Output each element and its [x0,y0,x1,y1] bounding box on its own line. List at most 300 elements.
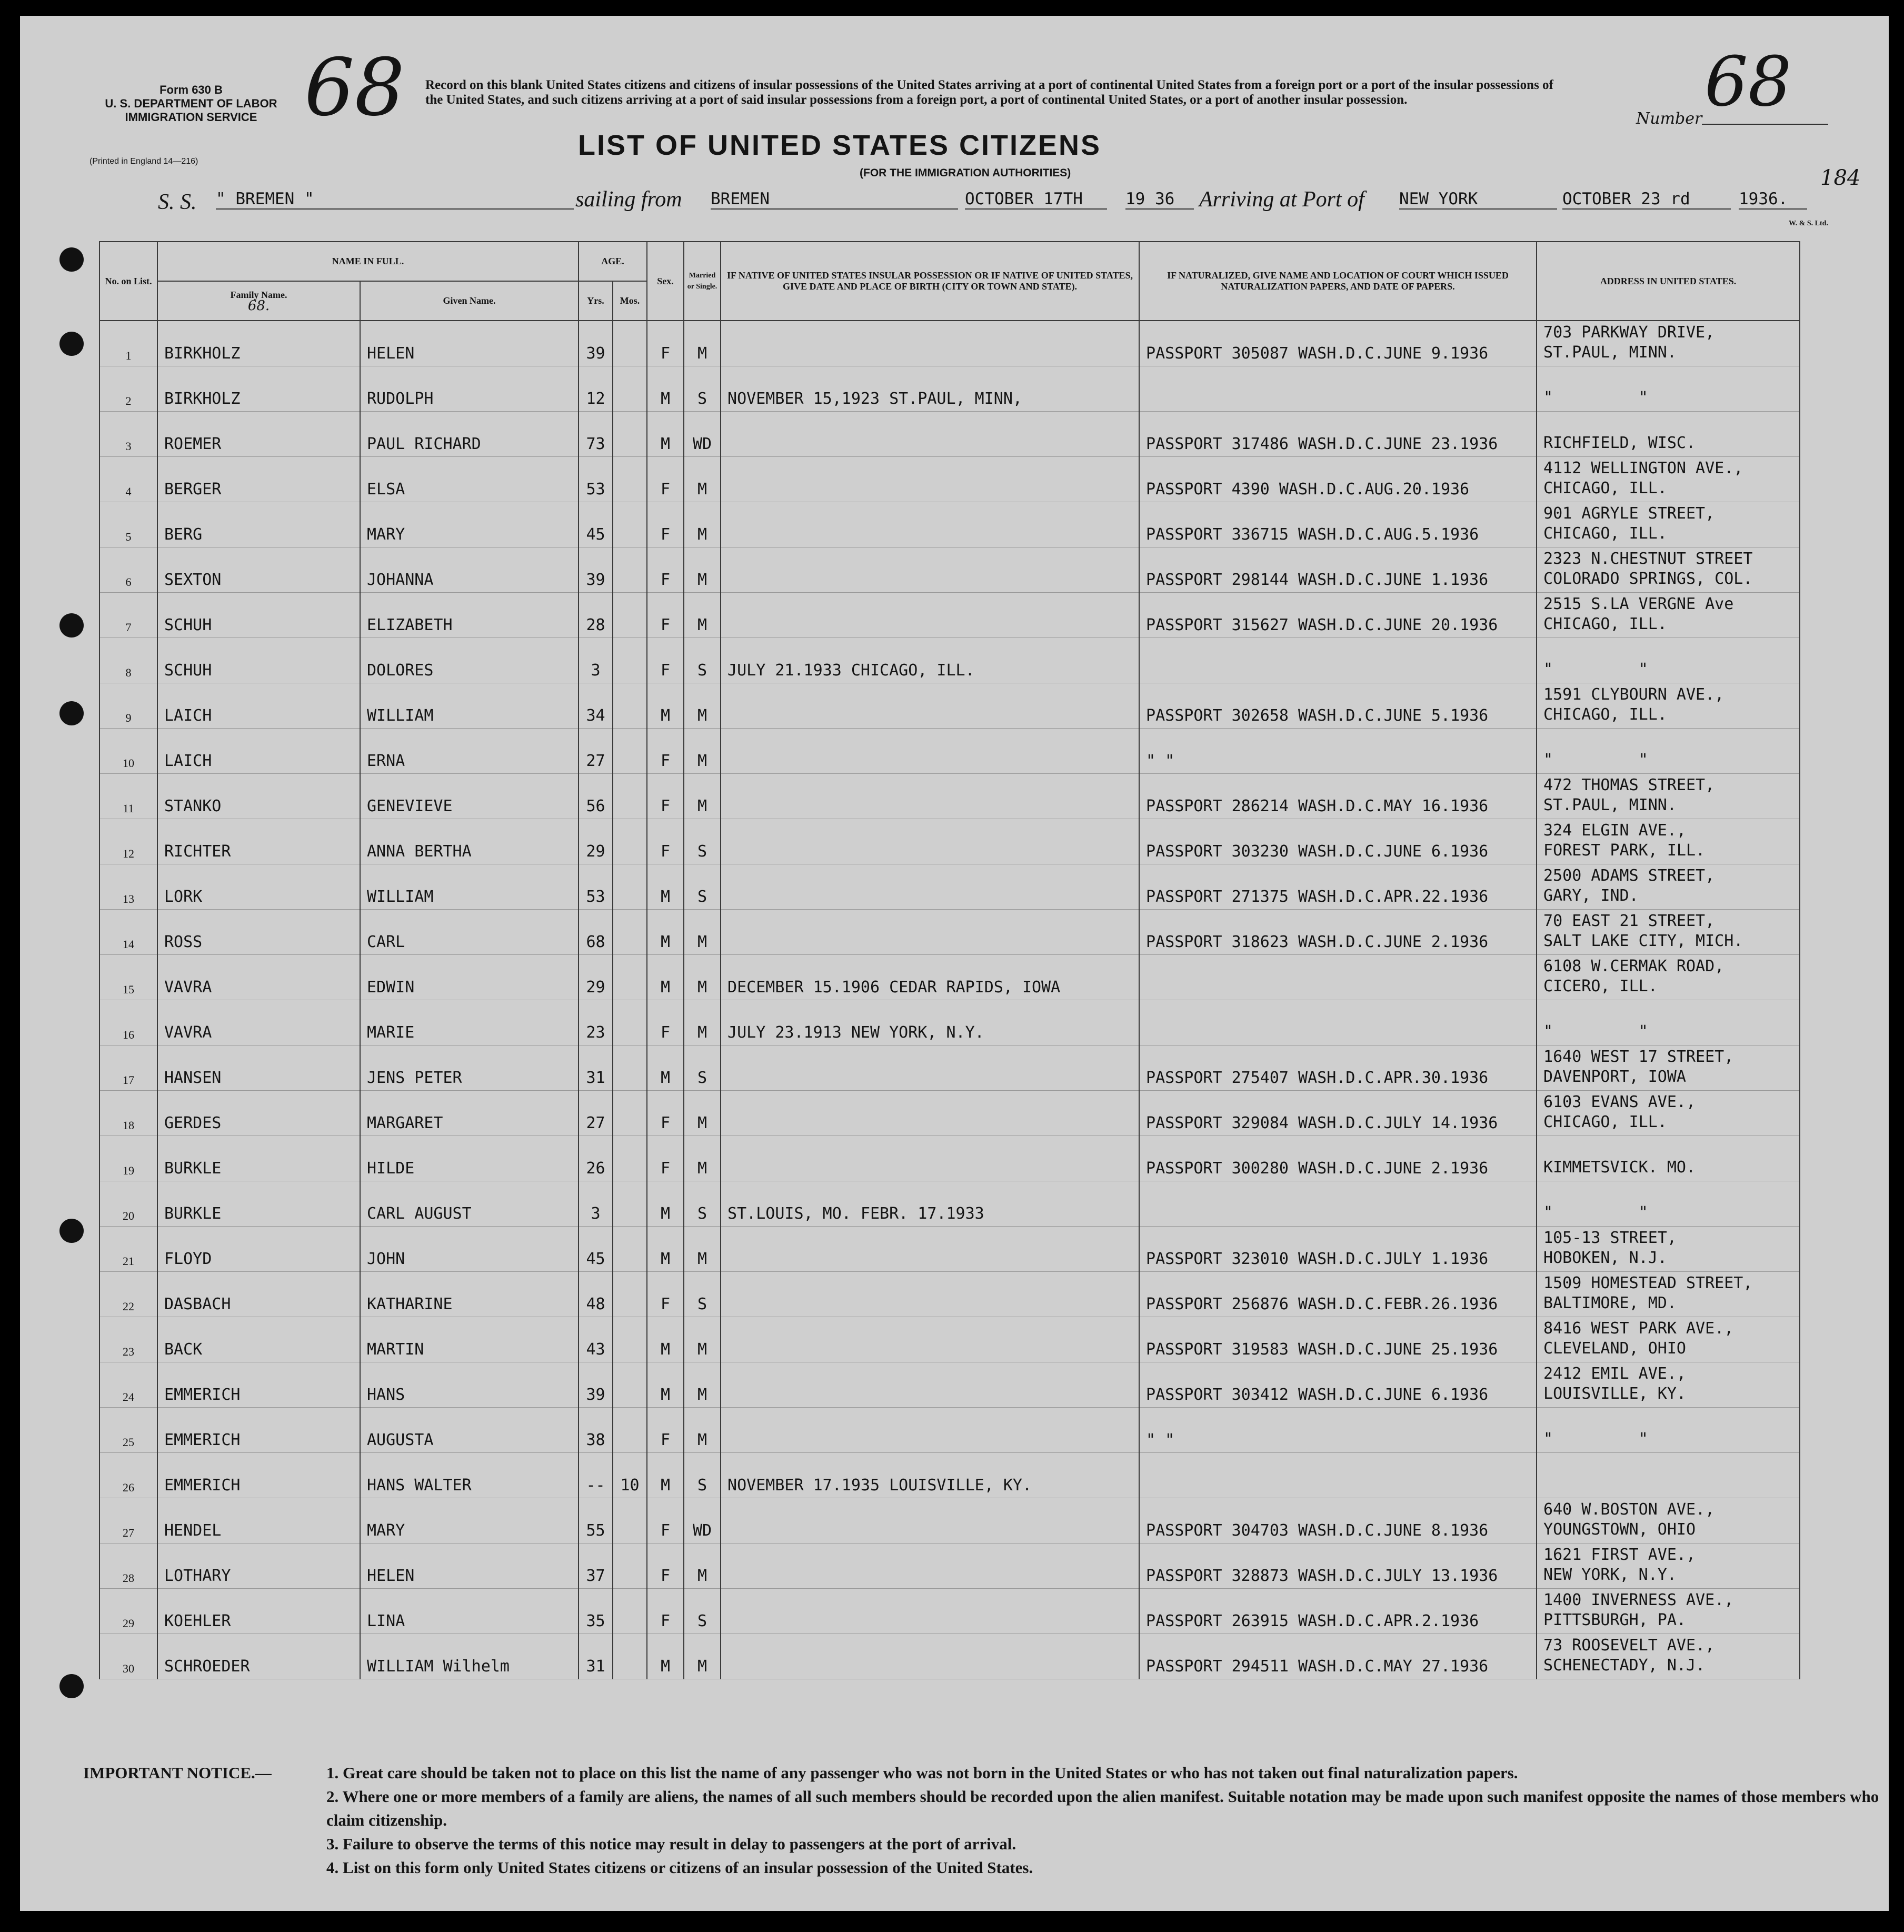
age-years: 55 [579,1498,613,1543]
col-mos: Mos. [613,281,647,321]
sex: F [647,1000,684,1045]
age-months [613,774,647,819]
age-months [613,1317,647,1362]
sex: M [647,955,684,1000]
birth-info: NOVEMBER 15,1923 ST.PAUL, MINN, [721,366,1139,412]
given-name: MARGARET [360,1091,579,1136]
birth-info [721,683,1139,729]
given-name: HANS [360,1362,579,1408]
row-number: 7 [99,593,157,638]
table-row [99,547,1800,593]
birth-info [721,1045,1139,1091]
marital-status: M [684,593,721,638]
row-number: 10 [99,729,157,774]
punch-hole [59,332,84,356]
notice-item-4: 4. List on this form only United States citizens or citizens of an insular possession of the United States. [326,1858,1033,1877]
marital-status: S [684,366,721,412]
number-label: Number [1636,109,1702,128]
birth-info [721,1589,1139,1634]
age-months [613,910,647,955]
age-years: 31 [579,1045,613,1091]
row-number: 26 [99,1453,157,1498]
birth-info: JULY 23.1913 NEW YORK, N.Y. [721,1000,1139,1045]
row-number: 11 [99,774,157,819]
birth-info [721,1408,1139,1453]
family-name: EMMERICH [157,1362,360,1408]
table-row [99,638,1800,683]
us-address: RICHFIELD, WISC. [1537,412,1800,457]
given-name: ELIZABETH [360,593,579,638]
given-name: JENS PETER [360,1045,579,1091]
department-label: U. S. DEPARTMENT OF LABOR [105,97,277,110]
us-address: 73 ROOSEVELT AVE., SCHENECTADY, N.J. [1537,1634,1800,1679]
age-years: 53 [579,864,613,910]
form-identifier [96,83,286,124]
row-number: 14 [99,910,157,955]
birth-info [721,864,1139,910]
birth-info [721,1272,1139,1317]
given-name: WILLIAM [360,864,579,910]
naturalization-info: PASSPORT 317486 WASH.D.C.JUNE 23.1936 [1139,412,1537,457]
manifest-sheet [20,16,1889,1911]
col-name-in-full: NAME IN FULL. [157,242,579,281]
sailing-label: sailing from [575,187,682,212]
birth-info [721,1634,1139,1679]
sex: M [647,1634,684,1679]
form-number: Form 630 B [160,83,223,96]
marital-status: S [684,1589,721,1634]
age-months: 10 [613,1453,647,1498]
naturalization-info: PASSPORT 303412 WASH.D.C.JUNE 6.1936 [1139,1362,1537,1408]
age-years: 45 [579,1227,613,1272]
naturalization-info: PASSPORT 300280 WASH.D.C.JUNE 2.1936 [1139,1136,1537,1181]
family-name: FLOYD [157,1227,360,1272]
us-address: 1591 CLYBOURN AVE., CHICAGO, ILL. [1537,683,1800,729]
us-address: 105-13 STREET, HOBOKEN, N.J. [1537,1227,1800,1272]
sex: F [647,321,684,366]
us-address: 2412 EMIL AVE., LOUISVILLE, KY. [1537,1362,1800,1408]
col-sex: Sex. [647,242,684,321]
given-name: GENEVIEVE [360,774,579,819]
table-row [99,910,1800,955]
marital-status: S [684,819,721,864]
punch-hole [59,247,84,272]
age-years: 43 [579,1317,613,1362]
given-name: MARY [360,502,579,547]
given-name: ERNA [360,729,579,774]
table-row [99,1227,1800,1272]
sex: M [647,1317,684,1362]
row-number: 4 [99,457,157,502]
table-row [99,864,1800,910]
age-months [613,638,647,683]
age-months [613,1543,647,1589]
family-name: GERDES [157,1091,360,1136]
naturalization-info: PASSPORT 275407 WASH.D.C.APR.30.1936 [1139,1045,1537,1091]
sex: F [647,774,684,819]
naturalization-info: PASSPORT 323010 WASH.D.C.JULY 1.1936 [1139,1227,1537,1272]
us-address: 1640 WEST 17 STREET, DAVENPORT, IOWA [1537,1045,1800,1091]
age-years: 29 [579,955,613,1000]
table-row [99,774,1800,819]
age-years: 37 [579,1543,613,1589]
table-row [99,1634,1800,1679]
age-years: 27 [579,1091,613,1136]
col-yrs: Yrs. [579,281,613,321]
age-months [613,1136,647,1181]
us-address: 703 PARKWAY DRIVE, ST.PAUL, MINN. [1537,321,1800,366]
age-months [613,729,647,774]
naturalization-info [1139,638,1537,683]
row-number: 21 [99,1227,157,1272]
row-number: 27 [99,1498,157,1543]
marital-status: M [684,910,721,955]
table-row [99,1543,1800,1589]
service-label: IMMIGRATION SERVICE [125,111,257,124]
age-months [613,1045,647,1091]
age-years: 53 [579,457,613,502]
family-name: BIRKHOLZ [157,366,360,412]
family-name-label: Family Name. [230,289,287,300]
row-number: 6 [99,547,157,593]
sex: F [647,1498,684,1543]
naturalization-info: PASSPORT 302658 WASH.D.C.JUNE 5.1936 [1139,683,1537,729]
given-name: MARIE [360,1000,579,1045]
us-address: 2500 ADAMS STREET, GARY, IND. [1537,864,1800,910]
birth-info [721,1498,1139,1543]
birth-info [721,819,1139,864]
age-years: 3 [579,1181,613,1227]
marital-status: M [684,955,721,1000]
birth-info [721,1543,1139,1589]
given-name: HELEN [360,321,579,366]
us-address: 1621 FIRST AVE., NEW YORK, N.Y. [1537,1543,1800,1589]
date-from: OCTOBER 17TH [965,190,1107,210]
document-title: LIST OF UNITED STATES CITIZENS [578,130,1101,161]
notice-heading: IMPORTANT NOTICE.— [83,1764,272,1782]
table-row [99,819,1800,864]
birth-info [721,1362,1139,1408]
age-months [613,1000,647,1045]
row-number: 2 [99,366,157,412]
sex: F [647,593,684,638]
family-name: RICHTER [157,819,360,864]
given-name: CARL AUGUST [360,1181,579,1227]
sex: F [647,547,684,593]
record-instructions: Record on this blank United States citizens and citizens of insular possessions of the United States arriving at a port of continental United States from a foreign port or a port of the insular possessions of the United States, and such citizens arriving at a port of said insular possessions from a foreign port, a port of continental United States, or a port of another insular possession. [425,78,1553,107]
age-years: -- [579,1453,613,1498]
sex: F [647,1272,684,1317]
sex: F [647,1408,684,1453]
us-address: KIMMETSVICK. MO. [1537,1136,1800,1181]
age-years: 48 [579,1272,613,1317]
naturalization-info: PASSPORT 318623 WASH.D.C.JUNE 2.1936 [1139,910,1537,955]
age-years: 29 [579,819,613,864]
table-row [99,1181,1800,1227]
sex: F [647,1543,684,1589]
age-months [613,683,647,729]
row-number: 1 [99,321,157,366]
family-name: BIRKHOLZ [157,321,360,366]
row-number: 24 [99,1362,157,1408]
family-name: LOTHARY [157,1543,360,1589]
age-years: 39 [579,547,613,593]
sex: M [647,1362,684,1408]
us-address: " " [1537,1181,1800,1227]
table-row [99,1589,1800,1634]
naturalization-info: PASSPORT 298144 WASH.D.C.JUNE 1.1936 [1139,547,1537,593]
age-months [613,1498,647,1543]
naturalization-info: PASSPORT 336715 WASH.D.C.AUG.5.1936 [1139,502,1537,547]
family-name: HANSEN [157,1045,360,1091]
col-age: AGE. [579,242,647,281]
sex: F [647,729,684,774]
age-months [613,321,647,366]
us-address: 901 AGRYLE STREET, CHICAGO, ILL. [1537,502,1800,547]
marital-status: M [684,457,721,502]
marital-status: M [684,1408,721,1453]
sex: F [647,819,684,864]
row-number: 12 [99,819,157,864]
birth-info: ST.LOUIS, MO. FEBR. 17.1933 [721,1181,1139,1227]
naturalization-info: PASSPORT 271375 WASH.D.C.APR.22.1936 [1139,864,1537,910]
arriving-label: Arriving at Port of [1199,187,1364,212]
document-subtitle: (FOR THE IMMIGRATION AUTHORITIES) [860,167,1071,179]
family-name: SCHUH [157,638,360,683]
given-name: MARY [360,1498,579,1543]
row-number: 18 [99,1091,157,1136]
us-address: 1400 INVERNESS AVE., PITTSBURGH, PA. [1537,1589,1800,1634]
sex: M [647,1181,684,1227]
age-years: 3 [579,638,613,683]
marital-status: S [684,1272,721,1317]
birth-info [721,729,1139,774]
family-name: DASBACH [157,1272,360,1317]
age-years: 23 [579,1000,613,1045]
age-years: 27 [579,729,613,774]
given-name: DOLORES [360,638,579,683]
us-address: 2323 N.CHESTNUT STREET COLORADO SPRINGS, COL. [1537,547,1800,593]
table-row [99,457,1800,502]
sex: F [647,457,684,502]
age-years: 35 [579,1589,613,1634]
marital-status: M [684,547,721,593]
table-row [99,1045,1800,1091]
naturalization-info: PASSPORT 305087 WASH.D.C.JUNE 9.1936 [1139,321,1537,366]
given-name: HELEN [360,1543,579,1589]
age-years: 26 [579,1136,613,1181]
family-name: STANKO [157,774,360,819]
year-from: 19 36 [1125,190,1194,210]
sex: M [647,1453,684,1498]
family-name: BURKLE [157,1181,360,1227]
ss-label: S. S. [158,190,197,214]
marital-status: S [684,1181,721,1227]
notice-items [326,1761,1879,1879]
notice-item-1: 1. Great care should be taken not to place on this list the name of any passenger who was not born in the United States or who has not taken out final naturalization papers. [326,1764,1518,1782]
marital-status: S [684,1045,721,1091]
naturalization-info: PASSPORT 4390 WASH.D.C.AUG.20.1936 [1139,457,1537,502]
punch-hole [59,1674,84,1698]
birth-info [721,1091,1139,1136]
table-row [99,412,1800,457]
naturalization-info: PASSPORT 263915 WASH.D.C.APR.2.1936 [1139,1589,1537,1634]
sex: F [647,1091,684,1136]
family-name: VAVRA [157,955,360,1000]
given-name: RUDOLPH [360,366,579,412]
marital-status: M [684,729,721,774]
port-from: BREMEN [711,190,958,210]
row-number: 5 [99,502,157,547]
age-months [613,1272,647,1317]
naturalization-info: PASSPORT 256876 WASH.D.C.FEBR.26.1936 [1139,1272,1537,1317]
date-to: OCTOBER 23 rd [1562,190,1731,210]
number-value: 68 [1704,42,1792,122]
sex: M [647,910,684,955]
us-address: 8416 WEST PARK AVE., CLEVELAND, OHIO [1537,1317,1800,1362]
age-months [613,457,647,502]
naturalization-info: PASSPORT 303230 WASH.D.C.JUNE 6.1936 [1139,819,1537,864]
col-given-name: Given Name. [360,281,579,321]
us-address: " " [1537,638,1800,683]
age-years: 56 [579,774,613,819]
us-address [1537,1453,1800,1498]
family-name: ROEMER [157,412,360,457]
age-months [613,1227,647,1272]
row-number: 3 [99,412,157,457]
given-name: HANS WALTER [360,1453,579,1498]
row-number: 13 [99,864,157,910]
birth-info [721,547,1139,593]
naturalization-info: " " [1139,1408,1537,1453]
col-birth: IF NATIVE OF UNITED STATES INSULAR POSSESSION OR IF NATIVE OF UNITED STATES, GIVE DATE AND PLACE OF BIRTH (CITY OR TOWN AND STATE). [721,242,1139,321]
birth-info [721,910,1139,955]
year-to: 1936. [1739,190,1807,210]
age-months [613,412,647,457]
punch-hole [59,1219,84,1243]
family-name: EMMERICH [157,1408,360,1453]
passenger-table [99,241,1800,1679]
sex: M [647,1045,684,1091]
table-row [99,729,1800,774]
naturalization-info: PASSPORT 304703 WASH.D.C.JUNE 8.1936 [1139,1498,1537,1543]
given-name: JOHN [360,1227,579,1272]
age-months [613,1362,647,1408]
age-months [613,955,647,1000]
row-number: 17 [99,1045,157,1091]
age-years: 39 [579,321,613,366]
given-name: LINA [360,1589,579,1634]
marital-status: S [684,638,721,683]
marital-status: S [684,1453,721,1498]
us-address: 2515 S.LA VERGNE Ave CHICAGO, ILL. [1537,593,1800,638]
family-name: BURKLE [157,1136,360,1181]
birth-info: JULY 21.1933 CHICAGO, ILL. [721,638,1139,683]
age-years: 12 [579,366,613,412]
us-address: " " [1537,366,1800,412]
given-name: AUGUSTA [360,1408,579,1453]
sex: M [647,864,684,910]
col-married: Married or Single. [684,242,721,321]
marital-status: M [684,1091,721,1136]
table-row [99,1453,1800,1498]
given-name: JOHANNA [360,547,579,593]
naturalization-info: PASSPORT 329084 WASH.D.C.JULY 14.1936 [1139,1091,1537,1136]
printer-mark: W. & S. Ltd. [1789,220,1828,227]
row-number: 9 [99,683,157,729]
table-row [99,1272,1800,1317]
age-months [613,366,647,412]
naturalization-info [1139,1000,1537,1045]
sex: M [647,412,684,457]
age-years: 39 [579,1362,613,1408]
marital-status: M [684,1317,721,1362]
age-months [613,502,647,547]
sex: F [647,502,684,547]
row-number: 16 [99,1000,157,1045]
col-naturalization: IF NATURALIZED, GIVE NAME AND LOCATION OF COURT WHICH ISSUED NATURALIZATION PAPERS, AND DATE OF PAPERS. [1139,242,1537,321]
family-name: SEXTON [157,547,360,593]
row-number: 19 [99,1136,157,1181]
age-years: 34 [579,683,613,729]
table-row [99,1408,1800,1453]
row-number: 22 [99,1272,157,1317]
row-number: 25 [99,1408,157,1453]
marital-status: M [684,321,721,366]
row-number: 23 [99,1317,157,1362]
birth-info [721,774,1139,819]
page-number: 184 [1820,166,1861,190]
naturalization-info [1139,366,1537,412]
marital-status: S [684,864,721,910]
table-row [99,1136,1800,1181]
passenger-rows [99,321,1800,1679]
us-address: " " [1537,1408,1800,1453]
birth-info [721,1227,1139,1272]
naturalization-info: PASSPORT 294511 WASH.D.C.MAY 27.1936 [1139,1634,1537,1679]
us-address: " " [1537,729,1800,774]
family-name: KOEHLER [157,1589,360,1634]
table-row [99,1317,1800,1362]
us-address: 6103 EVANS AVE., CHICAGO, ILL. [1537,1091,1800,1136]
marital-status: M [684,1634,721,1679]
notice-item-2: 2. Where one or more members of a family are aliens, the names of all such members should be recorded upon the alien manifest. Suitable notation may be made upon such manifest opposite the names of those members who claim citizenship. [326,1787,1879,1829]
family-name-note: 68. [247,297,270,314]
naturalization-info [1139,1181,1537,1227]
notice-item-3: 3. Failure to observe the terms of this notice may result in delay to passengers at the port of arrival. [326,1835,1016,1853]
row-number: 8 [99,638,157,683]
us-address: 472 THOMAS STREET, ST.PAUL, MINN. [1537,774,1800,819]
age-years: 38 [579,1408,613,1453]
row-number: 29 [99,1589,157,1634]
col-no: No. on List. [99,242,157,321]
family-name: BACK [157,1317,360,1362]
row-number: 15 [99,955,157,1000]
marital-status: M [684,1362,721,1408]
birth-info: NOVEMBER 17.1935 LOUISVILLE, KY. [721,1453,1139,1498]
us-address: 1509 HOMESTEAD STREET, BALTIMORE, MD. [1537,1272,1800,1317]
age-years: 31 [579,1634,613,1679]
birth-info [721,321,1139,366]
naturalization-info: PASSPORT 319583 WASH.D.C.JUNE 25.1936 [1139,1317,1537,1362]
family-name: VAVRA [157,1000,360,1045]
naturalization-info: " " [1139,729,1537,774]
given-name: ANNA BERTHA [360,819,579,864]
row-number: 28 [99,1543,157,1589]
age-months [613,819,647,864]
marital-status: M [684,774,721,819]
birth-info [721,502,1139,547]
